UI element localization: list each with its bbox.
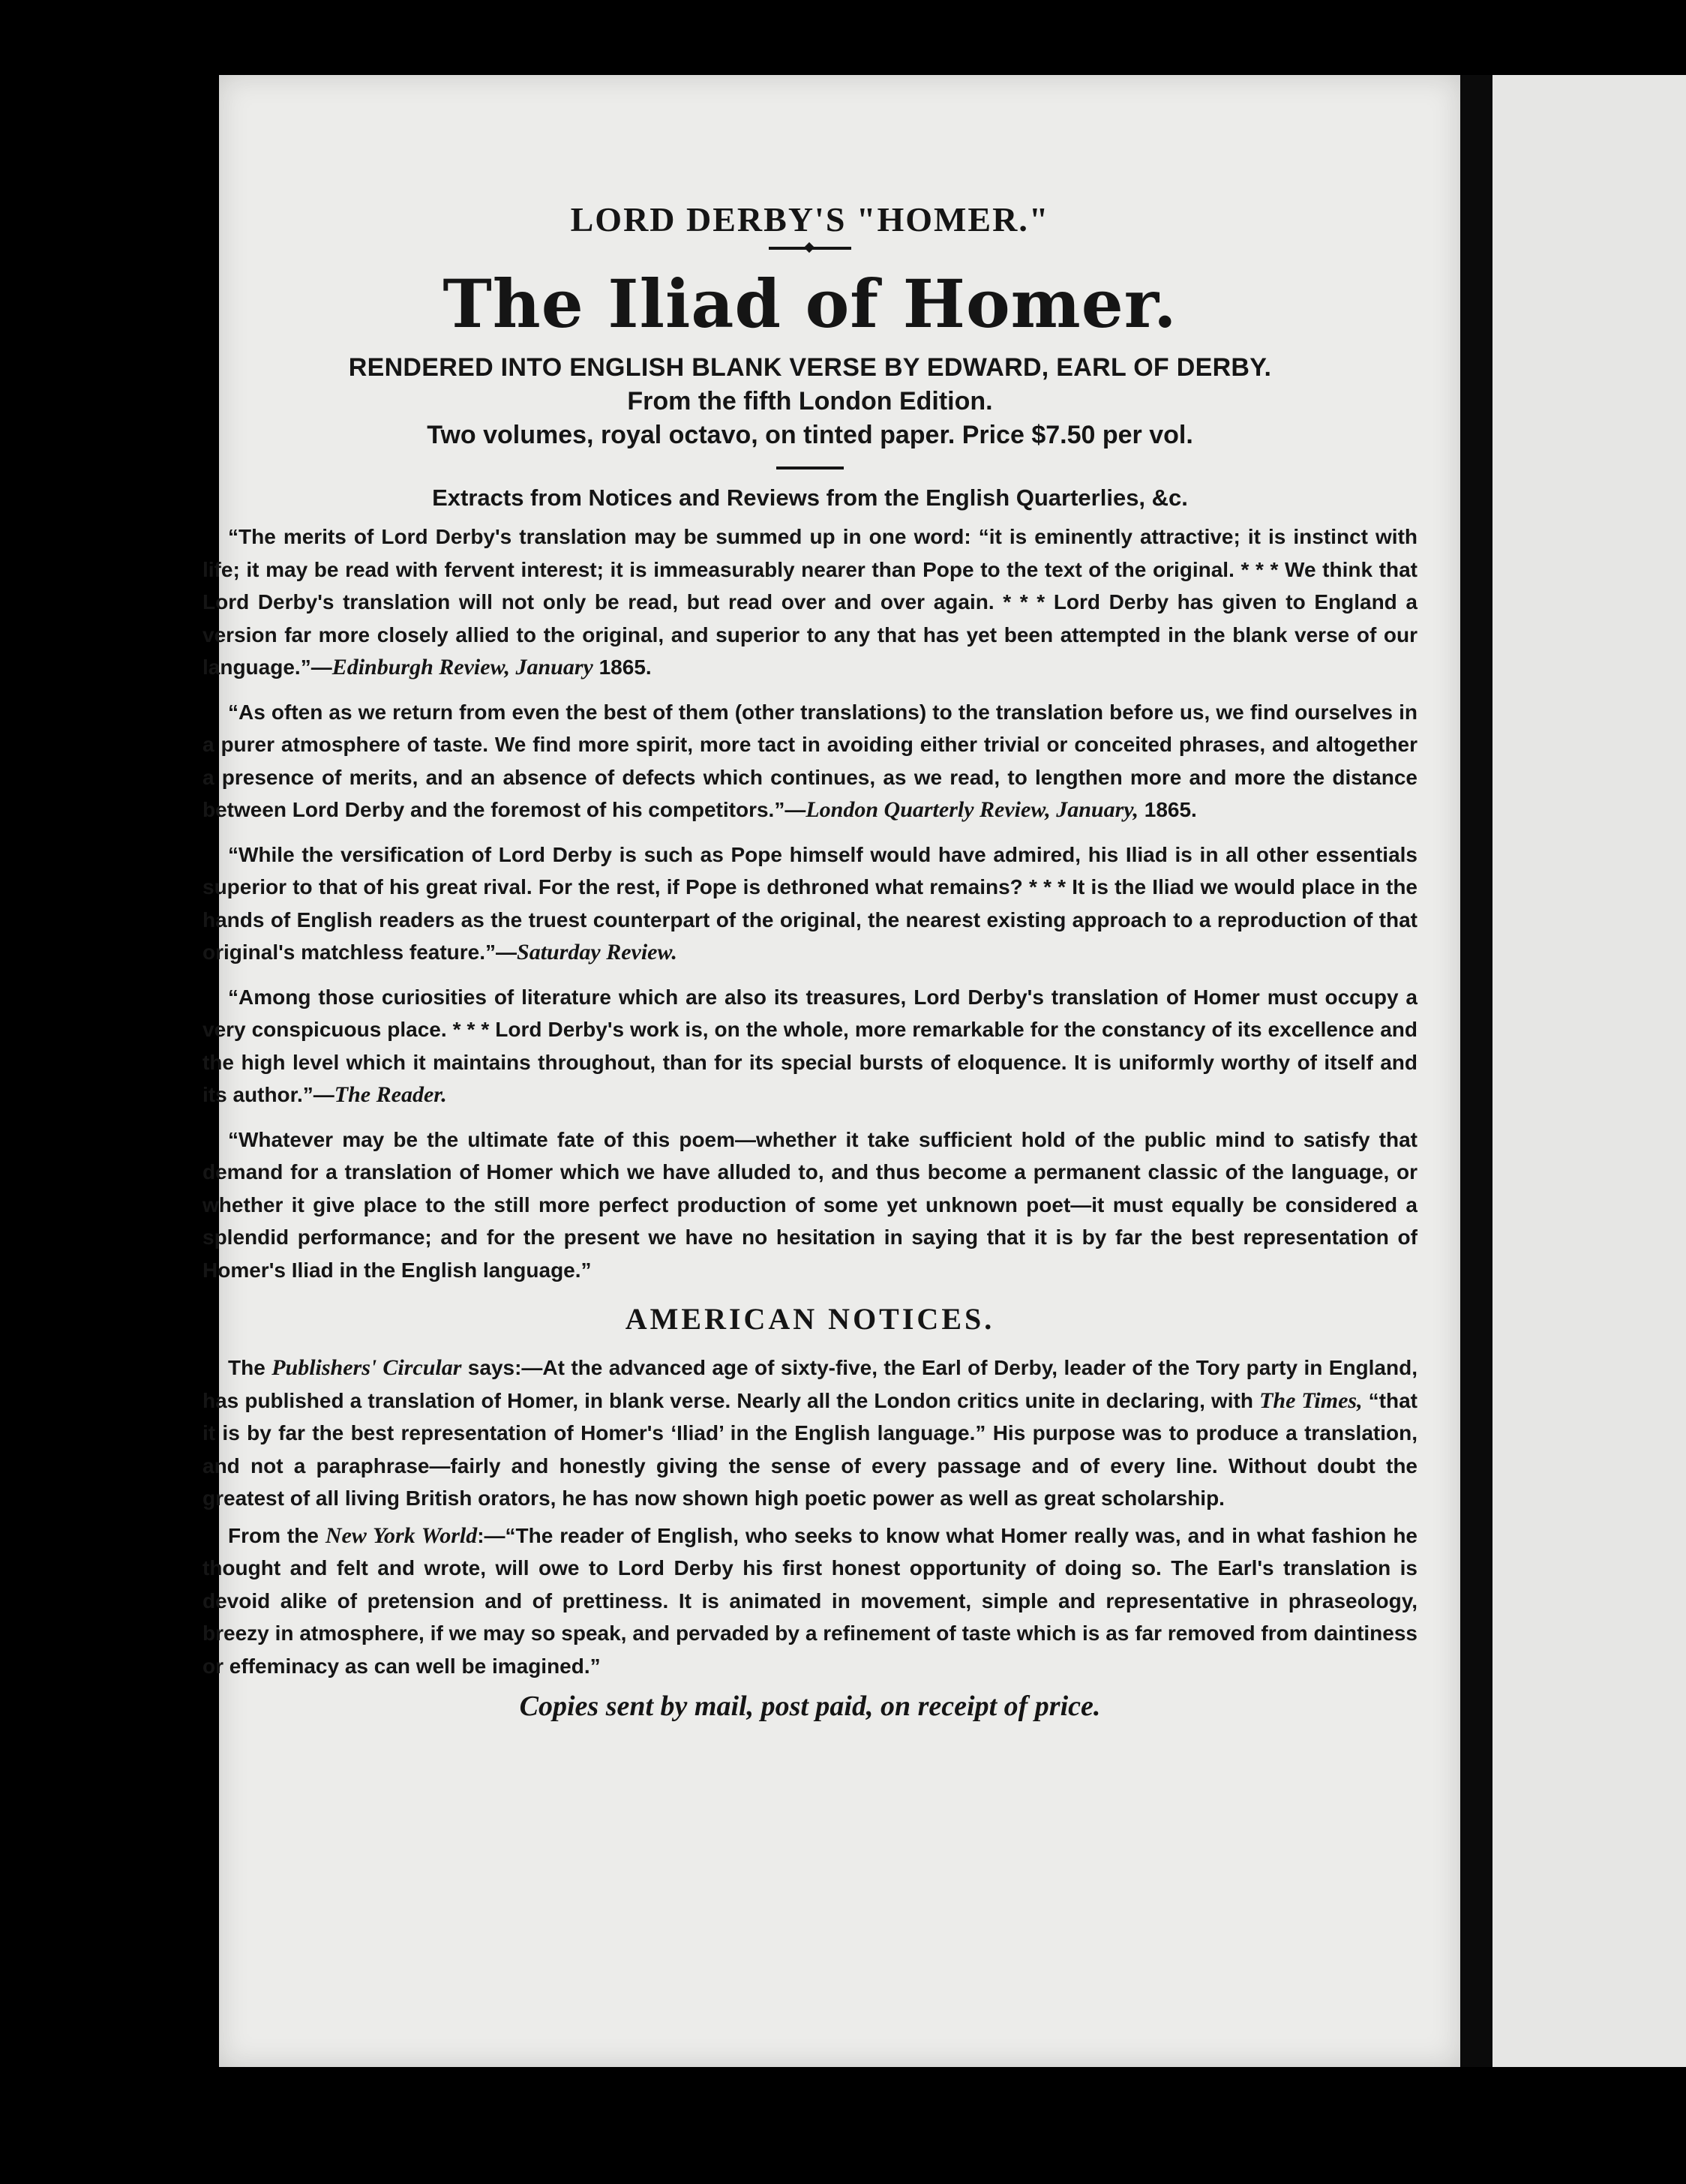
quote-text: “Among those curiosities of literature which are also its treasures, Lord Derby's translation of Homer must occupy a very conspicuous place. * * * Lord Derby's work is, on the whole, more remarkable for the constancy of its excellence and the high level which it maintains throughout, than for its special bursts of eloquence. It is uniformly worthy of itself and its author.”— <box>202 985 1418 1106</box>
book-title: The Iliad of Homer. <box>442 265 1178 343</box>
notice-lead: From the <box>228 1523 326 1547</box>
notice-source: New York World <box>325 1522 478 1548</box>
quote-source: London Quarterly Review, January, <box>806 797 1138 822</box>
review-quote <box>202 1124 1418 1287</box>
extracts-heading: Extracts from Notices and Reviews from the English Quarterlies, &c. <box>432 484 1188 511</box>
quote-source: The Reader. <box>334 1082 447 1107</box>
review-quote <box>202 520 1418 684</box>
quote-text: “Whatever may be the ultimate fate of this poem—whether it take sufficient hold of the public mind to satisfy that demand for a translation of Homer which we have alluded to, and thus become a permanent classic of the language, or whether it give place to the still more perfect production of some yet unknown poet—it must equally be considered a splendid performance; and for the present we have no hesitation in saying that it is by far the best representation of Homer's Iliad in the English language.” <box>202 1127 1418 1282</box>
quote-text: “The merits of Lord Derby's translation may be summed up in one word: “it is eminently attractive; it is instinct with life; it may be read with fervent interest; it is immeasurably nearer than Pope to the text of the original. * * * We think that Lord Derby's translation will not only be read, but read over and over again. * * * Lord Derby has given to England a version far more closely allied to the original, and superior to any that has yet been attempted in the blank verse of our language.”— <box>202 525 1418 679</box>
quote-source: Edinburgh Review, January <box>332 655 593 680</box>
ornamental-rule <box>769 247 851 250</box>
review-quote <box>202 981 1418 1112</box>
notice-text: says:—At the advanced age of sixty-five, the Earl of Derby, leader of the Tory party in England, has published a translation of Homer, in blank verse. Nearly all the London critics unite in declaring, with <box>202 1356 1418 1412</box>
review-quote <box>202 696 1418 826</box>
notice-source: Publishers' Circular <box>272 1355 462 1380</box>
quote-source: Saturday Review. <box>517 940 677 964</box>
quote-text: “While the versification of Lord Derby is such as Pope himself would have admired, his Iliad is in all other essentials superior to that of his great rival. For the rest, if Pope is dethroned what remains? * * * It is the Iliad we would place in the hands of English readers as the truest counterpart of the original, the nearest existing approach to a reproduction of that original's matchless feature.”— <box>202 842 1418 964</box>
american-notice <box>202 1352 1418 1515</box>
quote-text: “As often as we return from even the best of them (other translations) to the translation before us, we find ourselves in a purer atmosphere of taste. We find more spirit, more tact in avoiding either trivial or conceited phrases, and altogether a presence of merits, and an absence of defects which continues, as we read, to lengthen more and more the distance between Lord Derby and the foremost of his competitors.”— <box>202 700 1418 821</box>
page-content <box>202 120 1418 1723</box>
section-rule <box>776 466 844 470</box>
closing-line: Copies sent by mail, post paid, on receipt of price. <box>519 1690 1101 1722</box>
running-title: LORD DERBY'S "HOMER." <box>570 200 1050 238</box>
quote-tail: 1865. <box>592 656 652 679</box>
notice-text: :—“The reader of English, who seeks to know what Homer really was, and in what fashion he thought and felt and wrote, will owe to Lord Derby his first honest opportunity of doing so. The Earl's translation is devoid alike of pretension and of prettiness. It is animated in movement, simple and representative in phraseology, breezy in atmosphere, if we may so speak, and pervaded by a refinement of taste which is as far removed from daintiness or effeminacy as can well be imagined.” <box>202 1523 1418 1678</box>
edition-line: From the fifth London Edition. <box>627 387 993 416</box>
quote-tail: 1865. <box>1138 798 1197 821</box>
notice-lead: The <box>228 1356 272 1379</box>
notice-text-continued: “that it is by far the best representation of Homer's ‘Iliad’ in the English language.” His purpose was to produce a translation, and not a paraphrase—fairly and honestly giving the sense of every passage and of every line. Without doubt the greatest of all living British orators, he has now shown high poetic power as well as great scholarship. <box>202 1388 1418 1510</box>
book-subtitle: RENDERED INTO ENGLISH BLANK VERSE BY EDWARD, EARL OF DERBY. <box>348 353 1272 382</box>
price-line: Two volumes, royal octavo, on tinted paper. Price $7.50 per vol. <box>427 421 1193 449</box>
page-gutter <box>1460 75 1492 2067</box>
american-notice <box>202 1520 1418 1683</box>
adjacent-page <box>1492 75 1686 2067</box>
notice-source-secondary: The Times, <box>1259 1388 1363 1413</box>
review-quote <box>202 838 1418 969</box>
american-notices-heading: AMERICAN NOTICES. <box>625 1302 995 1336</box>
